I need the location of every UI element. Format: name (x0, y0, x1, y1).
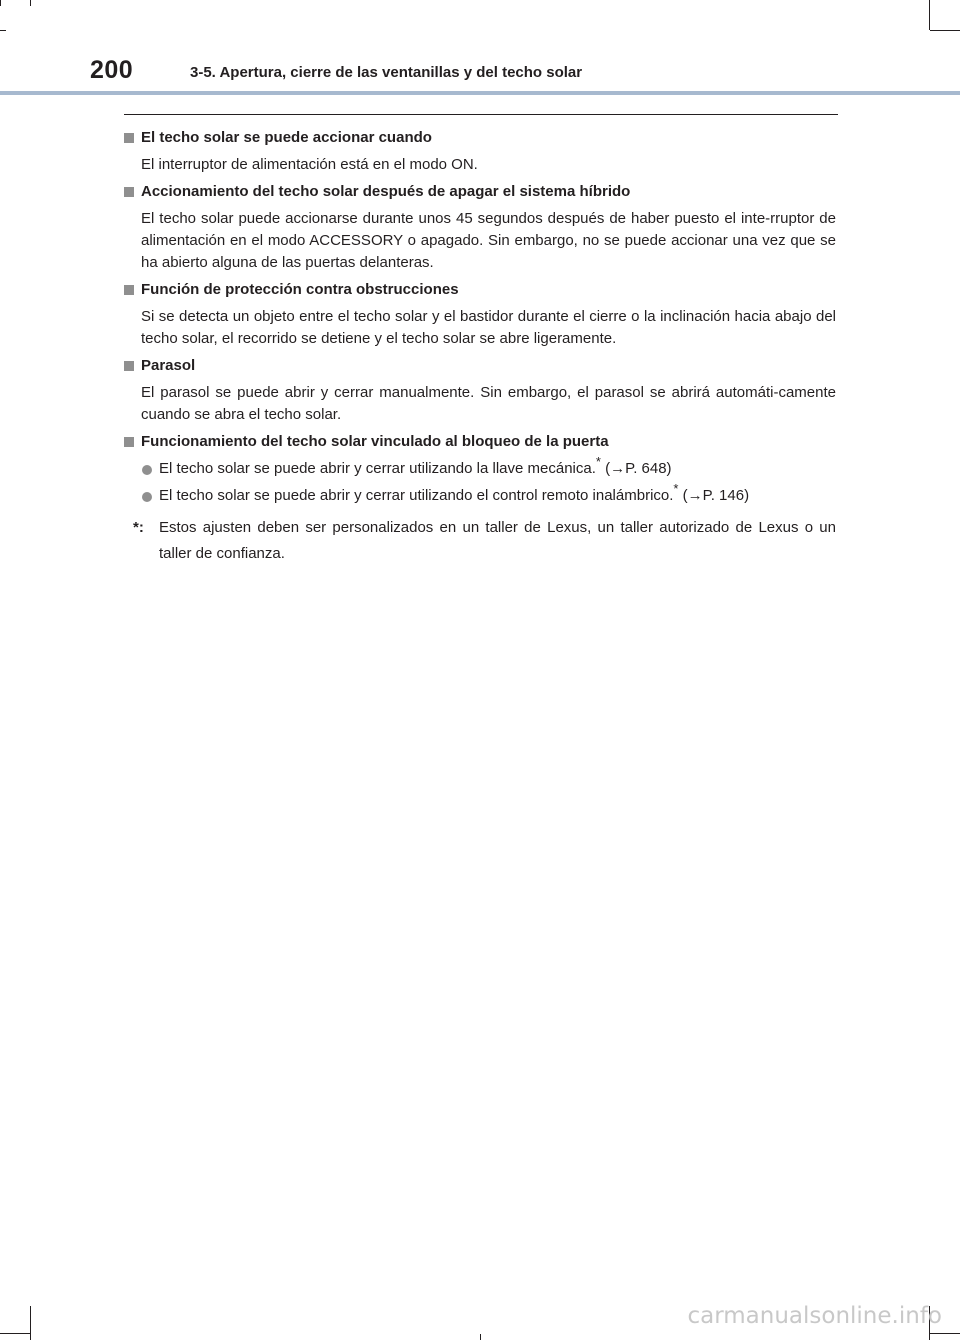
section-heading (124, 431, 836, 453)
section-paragraph: El interruptor de alimentación está en el modo ON. (141, 156, 478, 173)
crop-mark (30, 1306, 31, 1340)
list-item-text: El techo solar se puede abrir y cerrar utilizando el control remoto inalámbrico. (159, 487, 674, 504)
crop-mark (930, 1333, 960, 1334)
crop-mark (930, 30, 960, 31)
section-paragraph: El parasol se puede abrir y cerrar manualmente. Sin embargo, el parasol se abrirá automáti-camente cuando se abra el techo solar. (141, 384, 836, 423)
footnote-mark: * (673, 481, 679, 496)
footnote-marker: *: (133, 519, 144, 536)
heading-text: Función de protección contra obstrucciones (141, 281, 459, 298)
section-heading (124, 181, 836, 203)
heading-text: Accionamiento del techo solar después de apagar el sistema híbrido (141, 183, 631, 200)
list-item (124, 481, 836, 507)
heading-text: Parasol (141, 357, 196, 374)
section-paragraph: El techo solar puede accionarse durante unos 45 segundos después de haber puesto el inte-rruptor de alimentación en el modo ACCESSORY o apagado. Sin embargo, no se puede accionar una vez que se ha abierto alguna de las puertas delanteras. (141, 210, 836, 271)
square-bullet-icon (124, 133, 134, 143)
footnote (124, 515, 836, 567)
section-heading (124, 127, 836, 149)
crop-mark (0, 30, 6, 31)
heading-text: Funcionamiento del techo solar vinculado al bloqueo de la puerta (141, 433, 609, 450)
header-bar (0, 91, 960, 95)
round-bullet-icon (142, 465, 152, 475)
page-reference-link[interactable]: (→P. 648) (605, 460, 672, 477)
square-bullet-icon (124, 361, 134, 371)
square-bullet-icon (124, 437, 134, 447)
page-number: 200 (90, 56, 134, 84)
footnote-mark: * (595, 454, 601, 469)
section-heading (124, 279, 836, 301)
section-heading (124, 355, 836, 377)
crop-mark (0, 1333, 30, 1334)
section-paragraph: Si se detecta un objeto entre el techo solar y el bastidor durante el cierre o la inclinación hacia abajo del techo solar, el recorrido se detiene y el techo solar se abre ligeramente. (141, 308, 836, 347)
section-title: 3-5. Apertura, cierre de las ventanillas y del techo solar (190, 64, 583, 81)
watermark: carmanualsonline.info (687, 1303, 942, 1329)
crop-mark (0, 0, 1, 6)
square-bullet-icon (124, 187, 134, 197)
footnote-text: Estos ajusten deben ser personalizados en un taller de Lexus, un taller autorizado de Lexus o un taller de confianza. (159, 519, 836, 562)
list-item (124, 454, 836, 480)
crop-mark (480, 1334, 481, 1340)
divider-rule (124, 114, 838, 115)
square-bullet-icon (124, 285, 134, 295)
round-bullet-icon (142, 492, 152, 502)
page-content (124, 127, 836, 567)
heading-text: El techo solar se puede accionar cuando (141, 129, 432, 146)
list-item-text: El techo solar se puede abrir y cerrar utilizando la llave mecánica. (159, 460, 596, 477)
crop-mark (30, 0, 31, 6)
crop-mark (929, 0, 930, 30)
page-reference-link[interactable]: (→P. 146) (682, 487, 750, 504)
